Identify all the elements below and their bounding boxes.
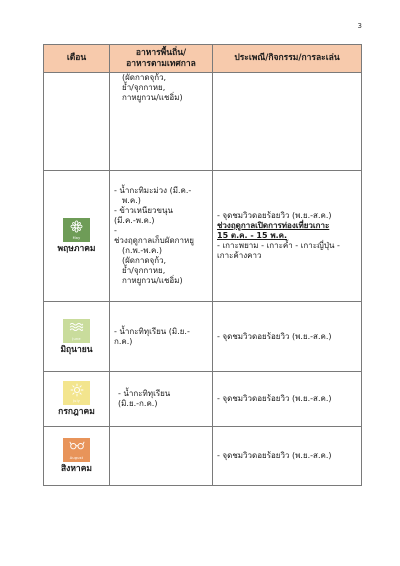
food-cell-august (110, 427, 213, 486)
header-events: ประเพณี/กิจกรรม/การละเล่น (213, 45, 362, 73)
event-cell-july (213, 372, 362, 427)
month-name-may: พฤษภาคม (57, 244, 96, 254)
event-cell-may (213, 171, 362, 302)
food-line: กาหยูกวน/แชอิ่ม) (122, 93, 183, 102)
event-line-highlight: 15 ต.ค. - 15 พ.ค. (217, 231, 288, 240)
food-line: - (114, 226, 117, 235)
event-line: - จุดชมวิวดอยร้อยวิว (พ.ย.-ส.ค.) (217, 331, 332, 341)
food-cell-may (110, 171, 213, 302)
event-cell-empty (213, 73, 362, 171)
food-line: (ผัดกาดจุก้ว, (122, 256, 167, 265)
header-food (110, 45, 213, 73)
month-tile-august (63, 438, 90, 462)
food-line: ย้ำ/จุกกาหย, (122, 83, 166, 92)
month-cell-empty (44, 73, 110, 171)
table-row-continued (44, 73, 362, 171)
event-cell-june (213, 302, 362, 372)
food-line: - น้ำกะทิทุเรียน (118, 389, 171, 398)
month-cell-july (44, 372, 110, 427)
header-food-line1: อาหารพื้นถิ่น/ (135, 47, 187, 58)
food-line: (มิ.ย.-ก.ค.) (118, 399, 158, 408)
food-cell-july (110, 372, 213, 427)
header-month: เดือน (44, 45, 110, 73)
food-line: - น้ำกะทิมะม่วง (มี.ค.- (114, 186, 192, 195)
waves-icon (69, 321, 84, 333)
event-line: - จุดชมวิวดอยร้อยวิว (พ.ย.-ส.ค.) (217, 451, 332, 460)
table-row-july (44, 372, 362, 427)
food-line: - น้ำกะทิทุเรียน (มิ.ย.- (114, 326, 190, 336)
food-line: ช่วงฤดูกาลเก็บผัดกาหยู (114, 236, 194, 245)
food-line: ก.ค.) (114, 336, 133, 346)
event-cell-august (213, 427, 362, 486)
month-cell-may (44, 171, 110, 302)
flower-icon (70, 220, 83, 233)
tile-label: June (72, 336, 81, 341)
table-row-august (44, 427, 362, 486)
month-tile-july (63, 381, 90, 405)
sun-icon (70, 383, 84, 397)
glasses-icon (69, 440, 85, 451)
food-cell-june (110, 302, 213, 372)
header-food-line2: อาหารตามเทศกาล (126, 58, 196, 69)
month-name-august: สิงหาคม (60, 464, 92, 474)
food-line: (ก.พ.-พ.ค.) (122, 246, 163, 255)
event-line-highlight: ช่วงฤดูกาลเปิดการท่องเที่ยวเกาะ (217, 221, 330, 230)
table-header-row (44, 45, 362, 73)
event-line: - จุดชมวิวดอยร้อยวิว (พ.ย.-ส.ค.) (217, 394, 332, 403)
month-tile-may (63, 218, 90, 242)
table-row-june (44, 302, 362, 372)
food-line: - ข้าวเหนียวขนุน (114, 206, 173, 215)
tile-label: August (69, 456, 84, 460)
event-line: เกาะค้างคาว (217, 251, 262, 260)
food-cell-continued (110, 73, 213, 171)
month-cell-june (44, 302, 110, 372)
month-cell-august (44, 427, 110, 486)
event-line: - จุดชมวิวดอยร้อยวิว (พ.ย.-ส.ค.) (217, 211, 332, 220)
food-line: (ผัดกาดจุก้ว, (122, 73, 167, 82)
tile-label: July (72, 399, 81, 403)
food-line: พ.ค.) (122, 196, 141, 205)
calendar-table (43, 44, 362, 486)
page-number: 3 (357, 22, 362, 30)
month-tile-june (63, 319, 90, 343)
month-name-june: มิถุนายน (60, 344, 93, 355)
month-name-july: กรกฎาคม (58, 407, 95, 417)
food-line: ย้ำ/จุกกาหย, (122, 266, 166, 275)
table-row-may (44, 171, 362, 302)
event-line: - เกาะพยาม - เกาะค้ำ - เกาะญี่ปุ่น - (217, 241, 340, 250)
tile-label: May (72, 236, 81, 240)
food-line: กาหยูกวน/แชอิ่ม) (122, 276, 183, 285)
food-line: (มี.ค.-พ.ค.) (114, 216, 155, 225)
